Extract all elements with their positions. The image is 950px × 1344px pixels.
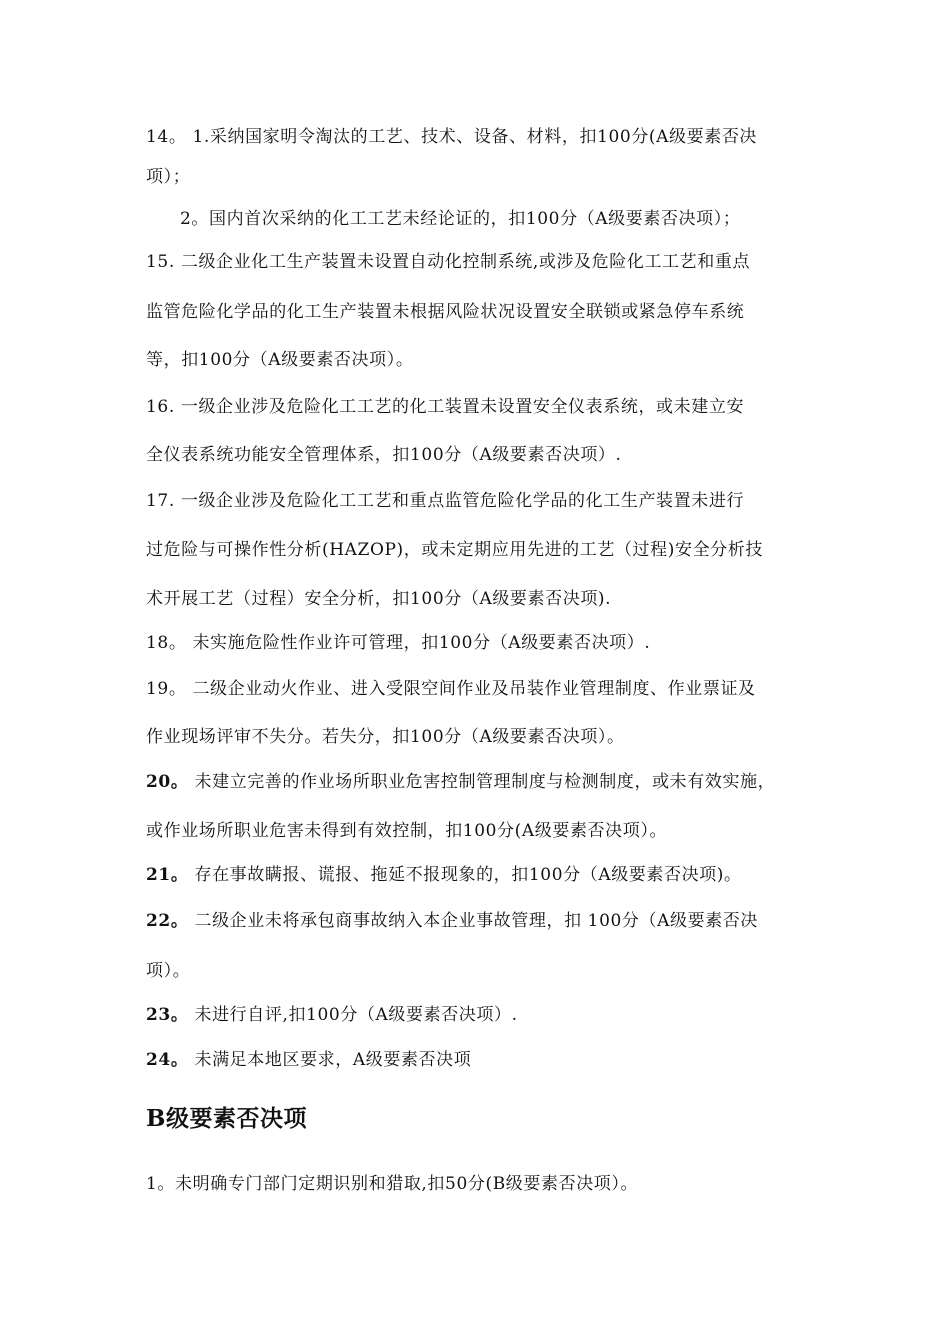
item-text: 1.采纳国家明令淘汰的工艺、技术、设备、材料，扣100分(A级要素否决	[192, 127, 758, 147]
item-text: 一级企业涉及危险化工工艺的化工装置未设置安全仪表系统，或未建立安	[180, 397, 745, 417]
item-number: 19。	[146, 679, 187, 699]
item-23	[146, 1000, 518, 1025]
item-number: 15.	[146, 252, 175, 272]
item-number: 1。	[146, 1174, 176, 1194]
item-14-sub-2: 2。国内首次采纳的化工工艺未经论证的，扣100分（A级要素否决项）；	[180, 209, 741, 229]
item-number: 21。	[146, 865, 189, 885]
item-22-line-2: 项）。	[146, 961, 191, 981]
item-19-line-2: 作业现场评审不失分。若失分，扣100分（A级要素否决项）。	[146, 727, 625, 747]
item-17-line-1	[146, 486, 744, 511]
item-17-line-3: 术开展工艺（过程）安全分析，扣100分（A级要素否决项).	[146, 589, 612, 609]
item-15-line-1	[146, 247, 750, 272]
item-17-line-2: 过危险与可操作性分析(HAZOP)，或未定期应用先进的工艺（过程)安全分析技	[146, 540, 763, 560]
item-text: 未明确专门部门定期识别和猎取,扣50分(B级要素否决项）。	[175, 1174, 639, 1194]
item-19-line-1	[146, 674, 756, 699]
item-text: 存在事故瞒报、谎报、拖延不报现象的，扣100分（A级要素否决项)。	[194, 865, 742, 885]
item-text: 二级企业化工生产装置未设置自动化控制系统,或涉及危险化工工艺和重点	[180, 252, 751, 272]
section-b-item-1	[146, 1169, 638, 1194]
item-15-line-2: 监管危险化学品的化工生产装置未根据风险状况设置安全联锁或紧急停车系统	[146, 302, 745, 322]
item-text: 未满足本地区要求，A级要素否决项	[194, 1050, 472, 1070]
item-number: 14。	[146, 127, 187, 147]
item-number: 24。	[146, 1050, 189, 1070]
item-text: 未建立完善的作业场所职业危害控制管理制度与检测制度，或未有效实施，	[194, 772, 776, 792]
item-14-line-1	[146, 122, 757, 147]
item-number: 22。	[146, 911, 189, 931]
item-14-line-2: 项）；	[146, 167, 191, 187]
item-15-line-3: 等，扣100分（A级要素否决项）。	[146, 350, 414, 370]
item-text: 二级企业动火作业、进入受限空间作业及吊装作业管理制度、作业票证及	[192, 679, 756, 699]
item-20-line-1	[146, 767, 775, 792]
item-number: 18。	[146, 633, 187, 653]
item-text: 一级企业涉及危险化工工艺和重点监管危险化学品的化工生产装置未进行	[180, 491, 745, 511]
item-24	[146, 1045, 471, 1070]
item-22-line-1	[146, 906, 758, 931]
item-number: 23。	[146, 1005, 189, 1025]
item-text: 二级企业未将承包商事故纳入本企业事故管理，扣 100分（A级要素否决	[194, 911, 759, 931]
item-16-line-2: 全仪表系统功能安全管理体系，扣100分（A级要素否决项）.	[146, 445, 622, 465]
item-number: 16.	[146, 397, 175, 417]
item-text: 未实施危险性作业许可管理，扣100分（A级要素否决项）.	[192, 633, 651, 653]
item-number: 17.	[146, 491, 175, 511]
item-16-line-1	[146, 392, 744, 417]
item-text: 未进行自评,扣100分（A级要素否决项）.	[194, 1005, 518, 1025]
item-20-line-2: 或作业场所职业危害未得到有效控制，扣100分(A级要素否决项）。	[146, 821, 668, 841]
item-18	[146, 628, 650, 653]
section-b-heading: B级要素否决项	[146, 1105, 307, 1132]
item-21	[146, 860, 742, 885]
item-number: 20。	[146, 772, 189, 792]
